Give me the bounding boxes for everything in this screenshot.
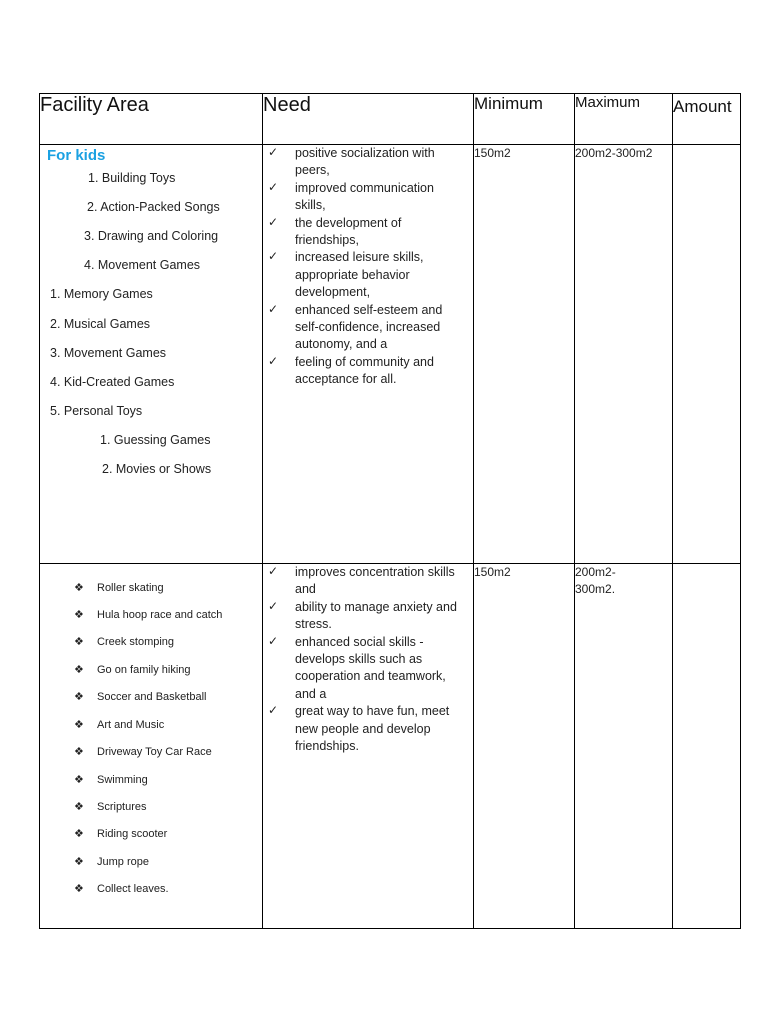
diamond-bullet-icon: ❖: [74, 855, 84, 868]
need-text: increased leisure skills, appropriate behavior development,: [295, 250, 424, 300]
list-item: [263, 302, 463, 354]
diamond-bullet-icon: ❖: [74, 773, 84, 786]
check-icon: ✓: [268, 598, 279, 613]
list-item: 1. Guessing Games: [100, 433, 211, 447]
list-item: 4. Movement Games: [84, 258, 201, 272]
amount-value: [673, 564, 741, 929]
activities-cell: [40, 564, 263, 929]
header-maximum: Maximum: [575, 94, 673, 145]
need-text: ability to manage anxiety and stress.: [295, 599, 457, 632]
maximum-text: 200m2-300m2.: [575, 565, 616, 596]
diamond-bullet-icon: ❖: [74, 690, 84, 703]
diamond-bullet-icon: ❖: [74, 745, 84, 758]
list-item: 1. Building Toys: [88, 171, 176, 185]
activity-text: Roller skating: [97, 582, 164, 594]
check-icon: ✓: [268, 564, 279, 578]
check-icon: ✓: [268, 633, 279, 648]
activity-text: Creek stomping: [97, 636, 175, 648]
need-text: positive socialization with peers,: [295, 146, 435, 178]
check-icon: ✓: [268, 145, 279, 159]
list-item: [263, 145, 463, 180]
header-need: Need: [263, 94, 474, 145]
maximum-value: [575, 564, 673, 929]
need-cell: [263, 145, 474, 564]
need-text: enhanced social skills - develops skills such as cooperation and teamwork, and a: [295, 634, 446, 701]
check-icon: ✓: [268, 703, 279, 718]
list-item: [263, 180, 463, 215]
diamond-bullet-icon: ❖: [74, 882, 84, 895]
need-text: improved communication skills,: [295, 180, 434, 213]
amount-value: [673, 145, 741, 564]
diamond-bullet-icon: ❖: [74, 635, 84, 648]
activity-text: Scriptures: [97, 801, 147, 813]
header-facility-area: Facility Area: [40, 94, 263, 145]
header-amount: Amount: [673, 94, 741, 145]
header-minimum: Minimum: [474, 94, 575, 145]
minimum-value: 150m2: [474, 145, 575, 564]
activity-text: Art and Music: [97, 719, 165, 731]
diamond-bullet-icon: ❖: [74, 800, 84, 813]
facility-table: [39, 93, 741, 929]
activity-text: Collect leaves.: [97, 883, 169, 895]
list-item: [263, 354, 463, 389]
list-item: 1. Memory Games: [50, 287, 153, 301]
list-item: 2. Musical Games: [50, 317, 151, 331]
need-text: enhanced self-esteem and self-confidence, increased autonomy, and a: [295, 302, 443, 352]
list-item: [263, 599, 463, 634]
list-item: 3. Movement Games: [50, 346, 167, 360]
list-item: [263, 634, 463, 704]
activity-text: Swimming: [97, 774, 148, 786]
activity-text: Hula hoop race and catch: [97, 609, 223, 621]
check-icon: ✓: [268, 249, 279, 264]
list-item: 5. Personal Toys: [50, 404, 143, 418]
facility-section-title: For kids: [47, 147, 106, 164]
list-item: 3. Drawing and Coloring: [84, 229, 219, 243]
list-item: [263, 249, 463, 301]
need-list: [263, 145, 463, 389]
list-item: 2. Action-Packed Songs: [87, 200, 220, 214]
diamond-bullet-icon: ❖: [74, 827, 84, 840]
minimum-value: 150m2: [474, 564, 575, 929]
activity-text: Driveway Toy Car Race: [97, 746, 212, 758]
activity-text: Riding scooter: [97, 828, 168, 840]
table-row: [40, 564, 741, 929]
check-icon: ✓: [268, 179, 279, 194]
list-item: [263, 564, 463, 599]
activity-text: Jump rope: [97, 856, 149, 868]
need-text: the development of friendships,: [295, 215, 402, 248]
check-icon: ✓: [268, 353, 279, 368]
diamond-bullet-icon: ❖: [74, 608, 84, 621]
activity-text: Go on family hiking: [97, 664, 191, 676]
need-text: great way to have fun, meet new people and develop friendships.: [295, 704, 450, 754]
need-text: feeling of community and acceptance for all.: [295, 354, 434, 387]
check-icon: ✓: [268, 301, 279, 316]
list-item: [263, 703, 463, 755]
list-item: 4. Kid-Created Games: [50, 375, 175, 389]
activity-text: Soccer and Basketball: [97, 691, 207, 703]
list-item: 2. Movies or Shows: [102, 462, 212, 476]
need-cell: [263, 564, 474, 929]
need-list: [263, 564, 463, 755]
header-row: [40, 94, 741, 145]
diamond-bullet-icon: ❖: [74, 581, 84, 594]
diamond-bullet-icon: ❖: [74, 718, 84, 731]
check-icon: ✓: [268, 214, 279, 229]
maximum-value: 200m2-300m2: [575, 145, 673, 564]
table-row: [40, 145, 741, 564]
diamond-bullet-icon: ❖: [74, 663, 84, 676]
facility-cell: [40, 145, 263, 564]
need-text: improves concentration skills and: [295, 565, 455, 597]
list-item: [263, 215, 463, 250]
